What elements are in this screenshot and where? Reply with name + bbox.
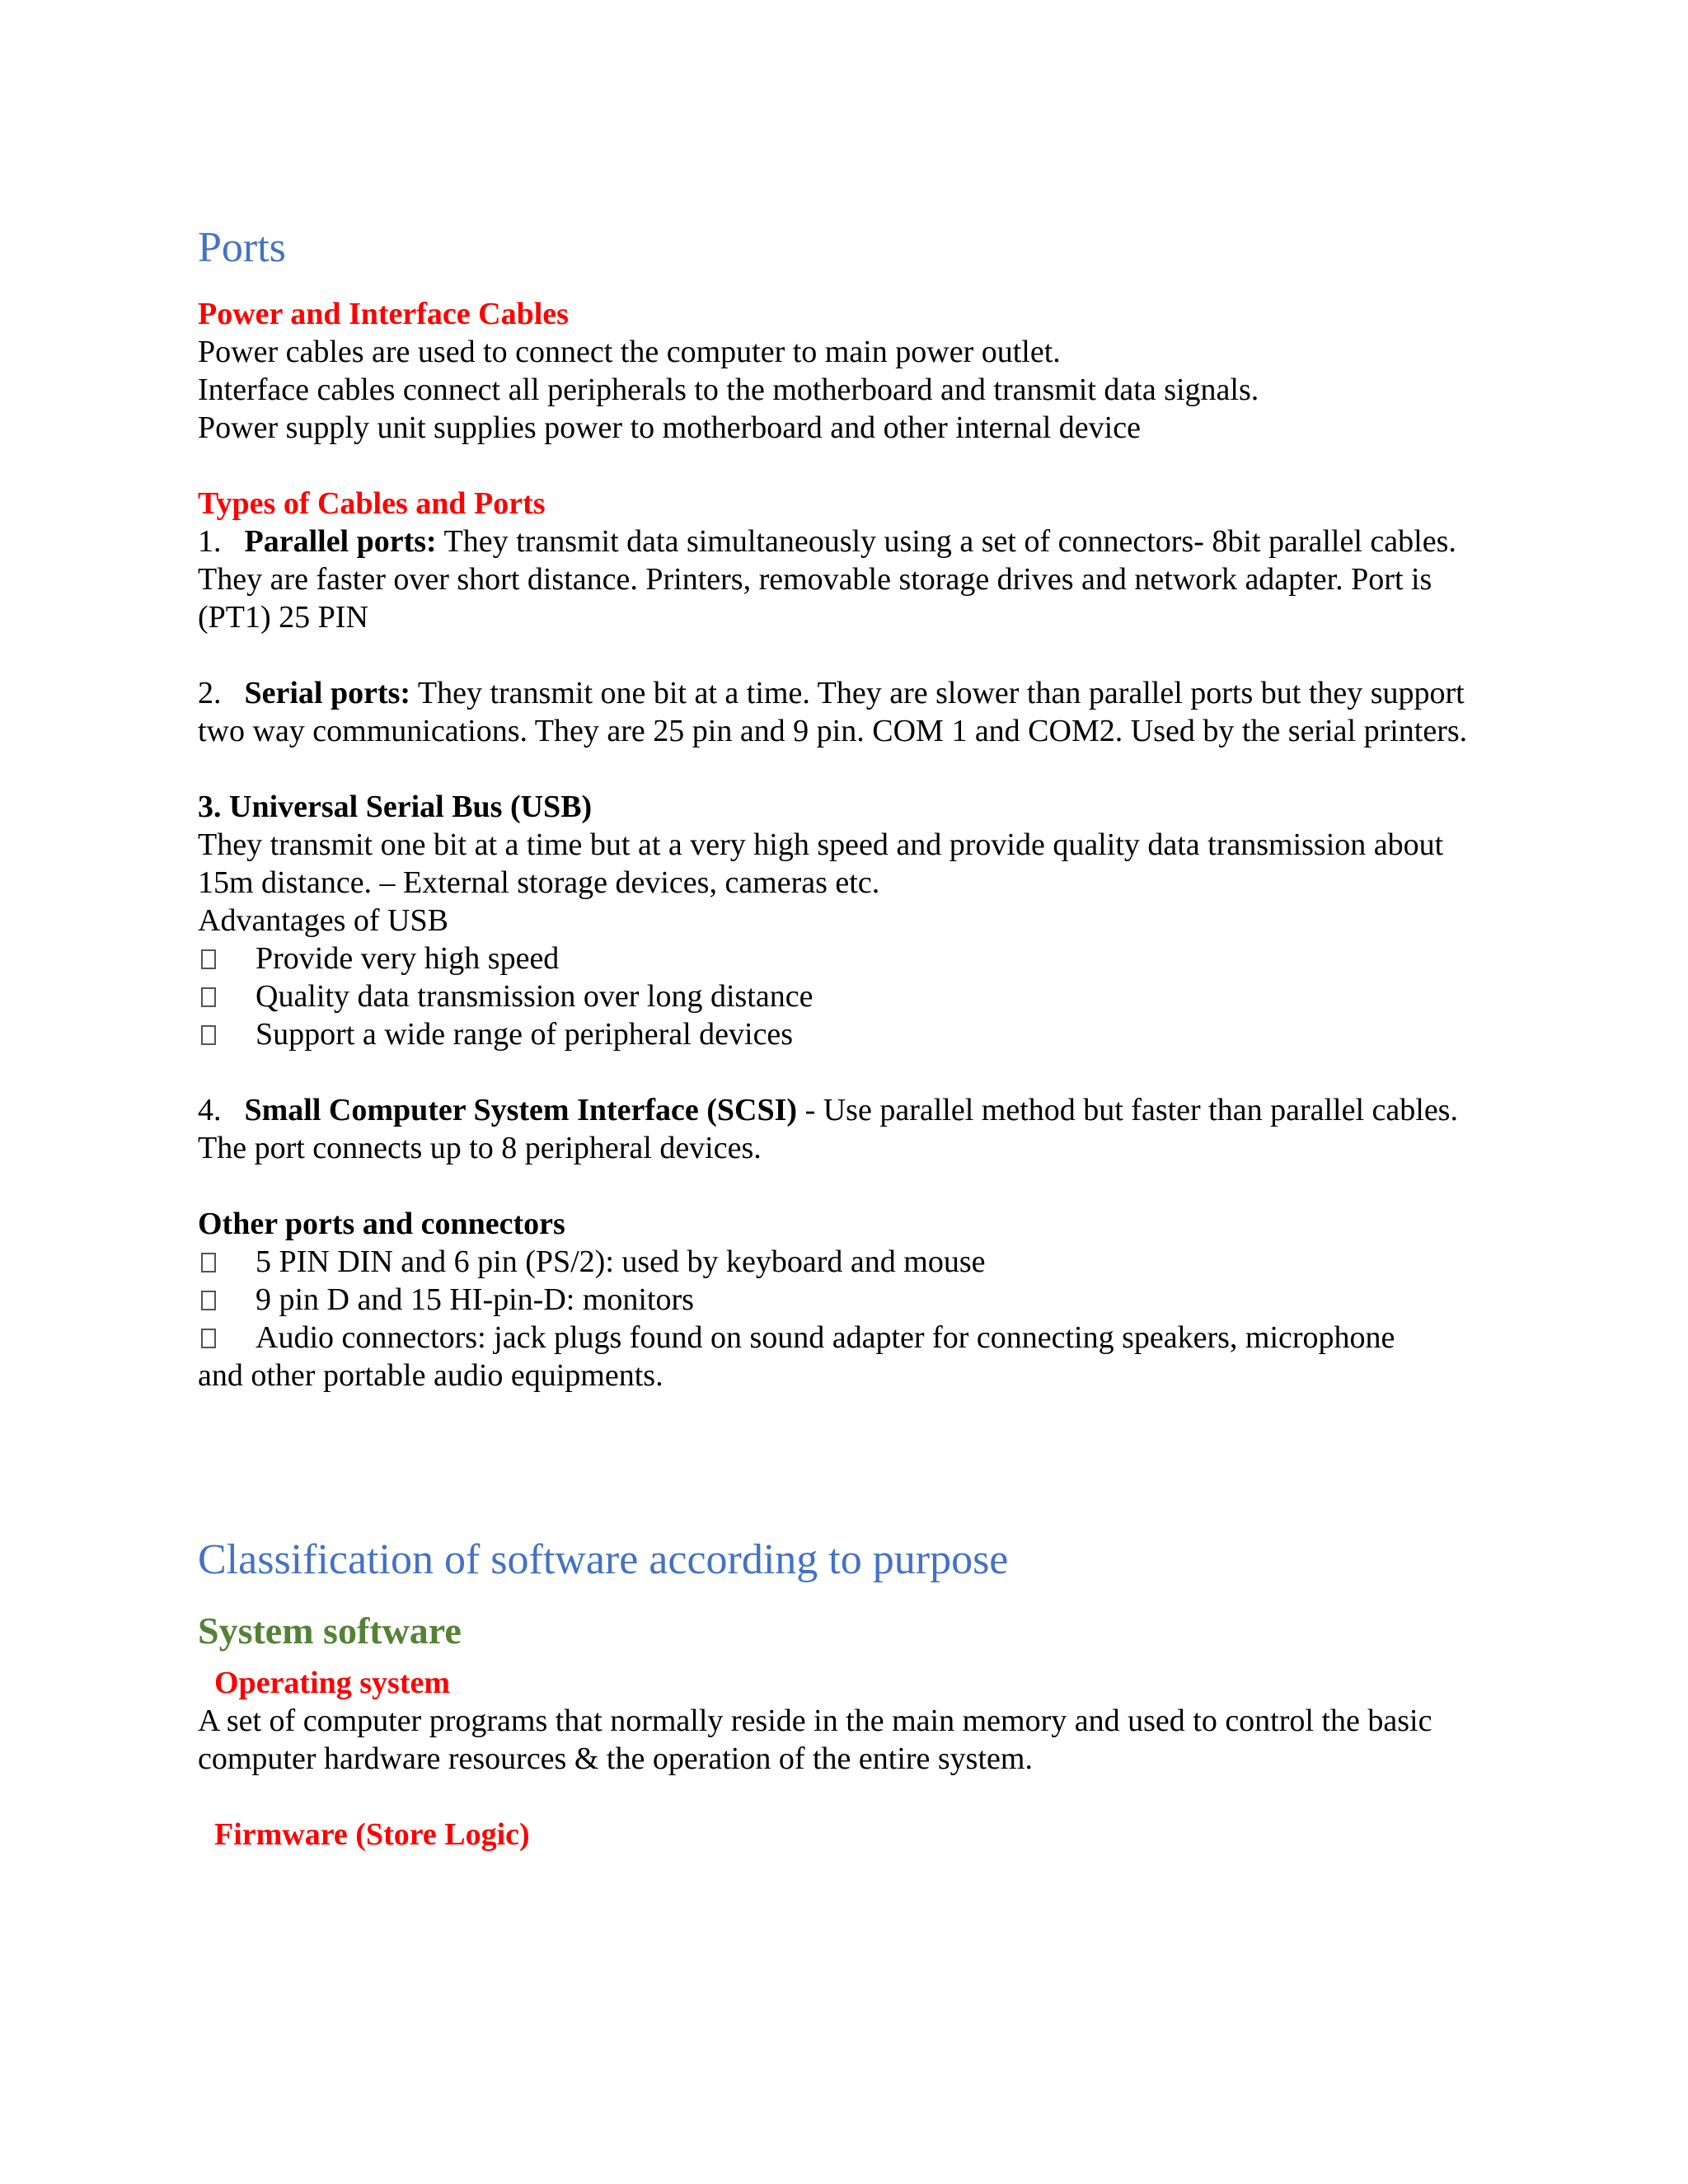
other-ports-heading: Other ports and connectors: [198, 1207, 565, 1242]
operating-system-section: [198, 1664, 1484, 1778]
other-port-2: 9 pin D and 15 HI-pin-D: monitors: [256, 1282, 694, 1318]
bullet-box-icon: [198, 1281, 256, 1319]
usb-heading: 3. Universal Serial Bus (USB): [198, 790, 593, 825]
other-ports-tail: and other portable audio equipments.: [198, 1358, 663, 1394]
other-port-3: Audio connectors: jack plugs found on sound adapter for connecting speakers, microphone: [256, 1320, 1395, 1356]
list-item: [198, 1319, 1484, 1357]
parallel-ports-paragraph: [198, 523, 1484, 636]
operating-system-heading: Operating system: [214, 1665, 451, 1700]
bullet-box-icon: [198, 940, 256, 977]
list-item: [198, 940, 1484, 977]
serial-ports-paragraph: [198, 674, 1484, 750]
usb-section: [198, 788, 1484, 1053]
ports-title: Ports: [198, 224, 286, 271]
bullet-box-icon: [198, 1243, 256, 1281]
types-section: [198, 485, 1484, 1167]
usb-advantage-1: Provide very high speed: [256, 941, 560, 977]
list-item: [198, 1281, 1484, 1319]
bullet-box-icon: [198, 977, 256, 1015]
system-software-heading: System software: [198, 1609, 462, 1652]
bullet-box-icon: [198, 1015, 256, 1053]
power-cables-section: [198, 295, 1484, 447]
scsi-num: 4.: [198, 1093, 222, 1128]
scsi-text: - Use parallel method but faster than parallel cables. The port connects up to 8 peripheral devices.: [198, 1093, 1458, 1166]
usb-advantage-2: Quality data transmission over long distance: [256, 979, 814, 1015]
serial-term: Serial ports:: [244, 676, 411, 711]
other-port-1: 5 PIN DIN and 6 pin (PS/2): used by keyboard and mouse: [256, 1244, 986, 1280]
usb-text: They transmit one bit at a time but at a very high speed and provide quality data transmission about 15m distance. – External storage devices, cameras etc.: [198, 827, 1444, 901]
bullet-box-icon: [198, 1319, 256, 1357]
usb-advantages-title: Advantages of USB: [198, 903, 448, 939]
list-item: [198, 1015, 1484, 1053]
scsi-term: Small Computer System Interface (SCSI): [244, 1093, 798, 1128]
power-cables-line-3: Power supply unit supplies power to motherboard and other internal device: [198, 410, 1141, 446]
other-ports-section: [198, 1205, 1484, 1394]
parallel-term: Parallel ports:: [244, 524, 437, 560]
serial-text: They transmit one bit at a time. They are slower than parallel ports but they support two way communications. They are 25 pin and 9 pin. COM 1 and COM2. Used by the serial printers.: [198, 676, 1468, 749]
types-heading: Types of Cables and Ports: [198, 486, 546, 522]
power-cables-line-1: Power cables are used to connect the computer to main power outlet.: [198, 335, 1061, 370]
power-cables-line-2: Interface cables connect all peripherals to the motherboard and transmit data signals.: [198, 373, 1259, 408]
usb-advantage-3: Support a wide range of peripheral devices: [256, 1017, 794, 1052]
operating-system-text: A set of computer programs that normally reside in the main memory and used to control the basic computer hardware resources & the operation of the entire system.: [198, 1703, 1432, 1776]
power-cables-heading: Power and Interface Cables: [198, 297, 569, 332]
classification-title: Classification of software according to purpose: [198, 1536, 1009, 1584]
scsi-paragraph: [198, 1091, 1484, 1167]
parallel-num: 1.: [198, 524, 222, 560]
document-page: [198, 223, 1484, 1854]
serial-num: 2.: [198, 676, 222, 711]
list-item: [198, 1243, 1484, 1281]
firmware-heading: Firmware (Store Logic): [214, 1816, 530, 1852]
parallel-text: They transmit data simultaneously using a set of connectors- 8bit parallel cables. They are faster over short distance. Printers, removable storage drives and network adapter. Port is (PT1) 25 PIN: [198, 524, 1456, 635]
list-item: [198, 977, 1484, 1015]
